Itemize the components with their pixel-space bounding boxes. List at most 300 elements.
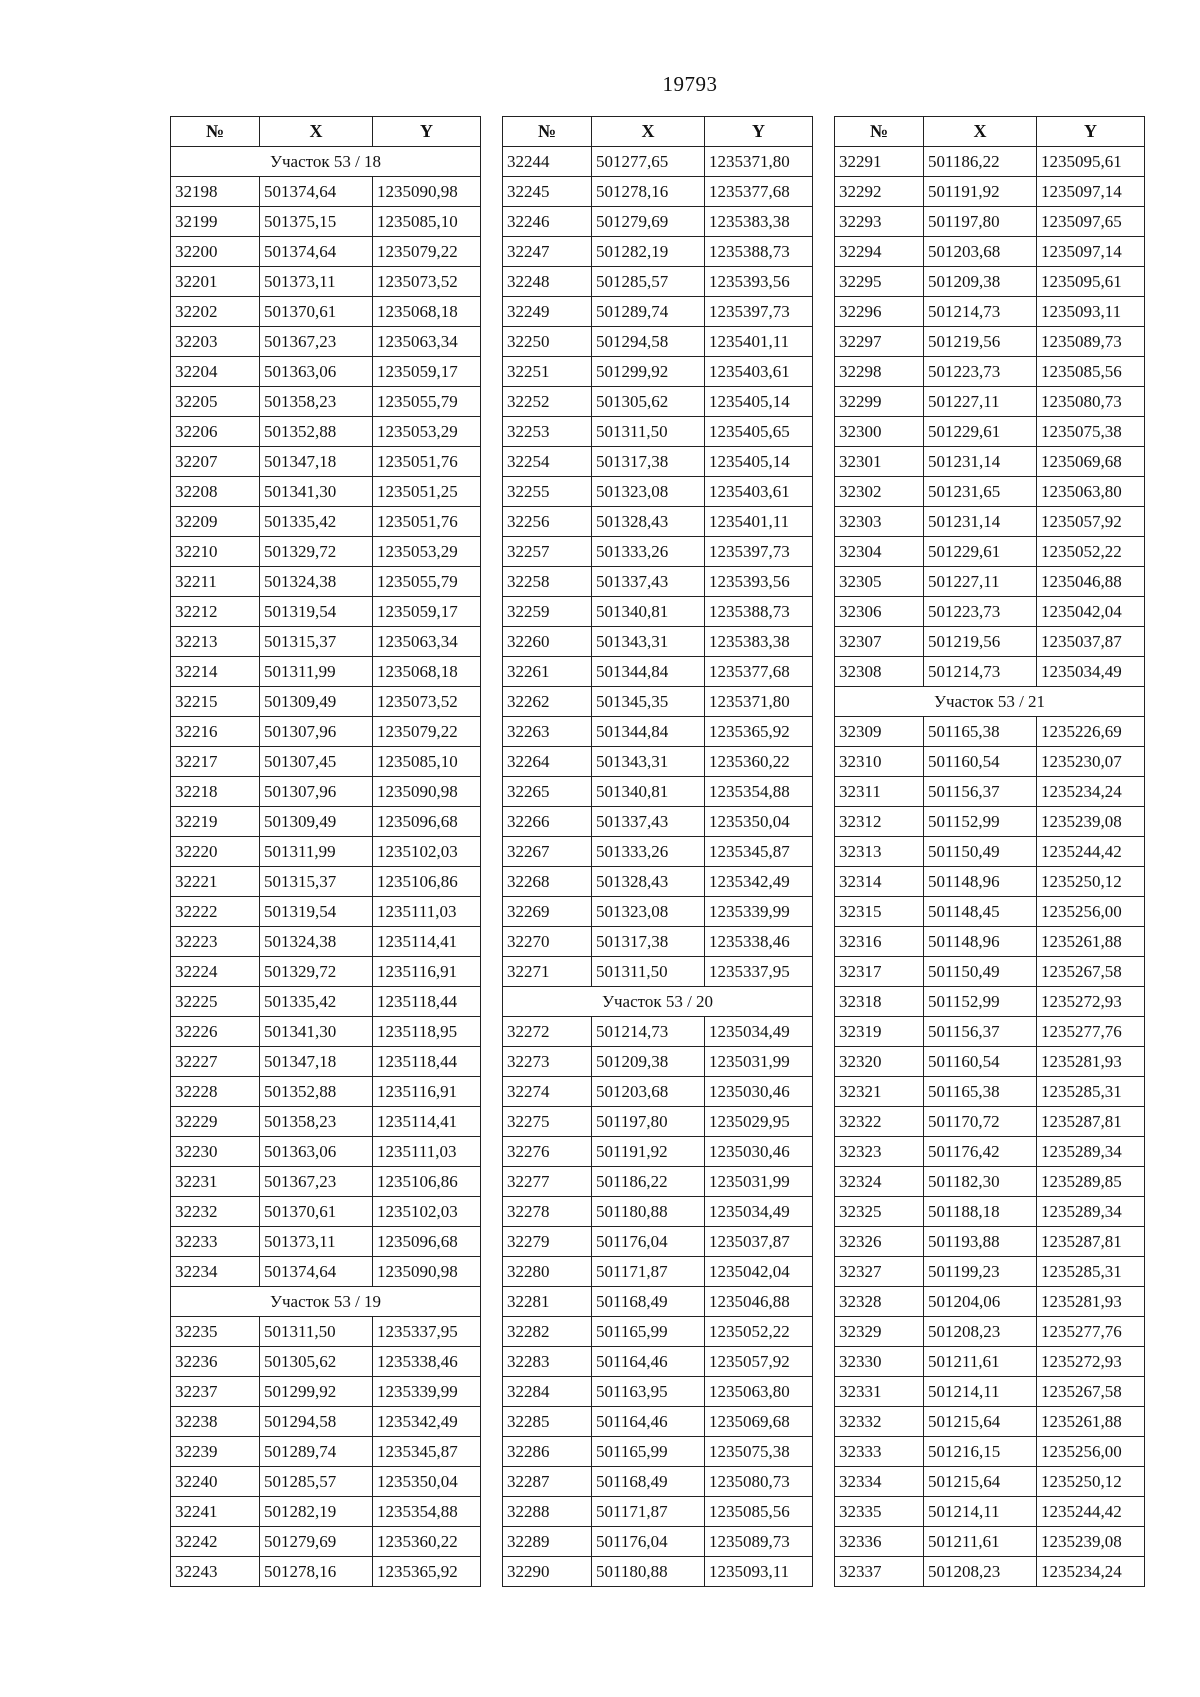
table-row [835, 147, 1145, 177]
x-coordinate-cell: 501345,35 [592, 687, 705, 717]
point-number-cell: 32287 [503, 1467, 592, 1497]
table-row [503, 447, 813, 477]
x-coordinate-cell: 501231,14 [924, 507, 1037, 537]
point-number-cell: 32234 [171, 1257, 260, 1287]
y-coordinate-cell: 1235342,49 [705, 867, 813, 897]
x-coordinate-cell: 501199,23 [924, 1257, 1037, 1287]
x-coordinate-cell: 501375,15 [260, 207, 373, 237]
y-coordinate-cell: 1235287,81 [1037, 1227, 1145, 1257]
table-row [835, 597, 1145, 627]
y-coordinate-cell: 1235114,41 [373, 1107, 481, 1137]
point-number-cell: 32270 [503, 927, 592, 957]
y-coordinate-cell: 1235118,95 [373, 1017, 481, 1047]
point-number-cell: 32222 [171, 897, 260, 927]
table-row [503, 387, 813, 417]
y-coordinate-cell: 1235068,18 [373, 297, 481, 327]
y-coordinate-cell: 1235085,10 [373, 207, 481, 237]
point-number-cell: 32288 [503, 1497, 592, 1527]
table-row [171, 1227, 481, 1257]
point-number-cell: 32246 [503, 207, 592, 237]
point-number-cell: 32314 [835, 867, 924, 897]
table-row [171, 447, 481, 477]
y-coordinate-cell: 1235256,00 [1037, 897, 1145, 927]
table-row [503, 1497, 813, 1527]
point-number-cell: 32247 [503, 237, 592, 267]
x-coordinate-cell: 501279,69 [260, 1527, 373, 1557]
point-number-cell: 32255 [503, 477, 592, 507]
point-number-cell: 32210 [171, 537, 260, 567]
table-row [503, 1167, 813, 1197]
point-number-cell: 32329 [835, 1317, 924, 1347]
point-number-cell: 32228 [171, 1077, 260, 1107]
point-number-cell: 32284 [503, 1377, 592, 1407]
y-coordinate-cell: 1235118,44 [373, 987, 481, 1017]
y-coordinate-cell: 1235397,73 [705, 537, 813, 567]
table-row [835, 927, 1145, 957]
point-number-cell: 32276 [503, 1137, 592, 1167]
x-coordinate-cell: 501311,50 [260, 1317, 373, 1347]
table-row [835, 1167, 1145, 1197]
x-coordinate-cell: 501370,61 [260, 297, 373, 327]
point-number-cell: 32216 [171, 717, 260, 747]
y-coordinate-cell: 1235285,31 [1037, 1257, 1145, 1287]
point-number-cell: 32289 [503, 1527, 592, 1557]
table-row [171, 267, 481, 297]
table-row [171, 357, 481, 387]
point-number-cell: 32241 [171, 1497, 260, 1527]
x-coordinate-cell: 501328,43 [592, 867, 705, 897]
x-coordinate-cell: 501219,56 [924, 627, 1037, 657]
y-coordinate-cell: 1235239,08 [1037, 807, 1145, 837]
point-number-cell: 32283 [503, 1347, 592, 1377]
x-coordinate-cell: 501215,64 [924, 1407, 1037, 1437]
x-coordinate-cell: 501150,49 [924, 957, 1037, 987]
table-row [835, 1497, 1145, 1527]
point-number-cell: 32202 [171, 297, 260, 327]
table-row [835, 387, 1145, 417]
point-number-cell: 32274 [503, 1077, 592, 1107]
x-coordinate-cell: 501329,72 [260, 957, 373, 987]
table-row [835, 1197, 1145, 1227]
table-row [171, 1527, 481, 1557]
y-coordinate-cell: 1235034,49 [705, 1197, 813, 1227]
table-row [503, 507, 813, 537]
y-coordinate-cell: 1235281,93 [1037, 1047, 1145, 1077]
x-coordinate-cell: 501171,87 [592, 1257, 705, 1287]
y-coordinate-cell: 1235261,88 [1037, 927, 1145, 957]
x-coordinate-cell: 501323,08 [592, 477, 705, 507]
header-x: X [260, 117, 373, 147]
x-coordinate-cell: 501328,43 [592, 507, 705, 537]
point-number-cell: 32273 [503, 1047, 592, 1077]
y-coordinate-cell: 1235069,68 [1037, 447, 1145, 477]
x-coordinate-cell: 501307,96 [260, 777, 373, 807]
y-coordinate-cell: 1235090,98 [373, 1257, 481, 1287]
table-row [171, 927, 481, 957]
x-coordinate-cell: 501294,58 [260, 1407, 373, 1437]
table-row [835, 1257, 1145, 1287]
y-coordinate-cell: 1235116,91 [373, 1077, 481, 1107]
point-number-cell: 32285 [503, 1407, 592, 1437]
point-number-cell: 32263 [503, 717, 592, 747]
coordinates-table-3 [834, 116, 1145, 1587]
point-number-cell: 32245 [503, 177, 592, 207]
y-coordinate-cell: 1235030,46 [705, 1077, 813, 1107]
y-coordinate-cell: 1235118,44 [373, 1047, 481, 1077]
y-coordinate-cell: 1235052,22 [705, 1317, 813, 1347]
table-row [171, 627, 481, 657]
x-coordinate-cell: 501203,68 [592, 1077, 705, 1107]
x-coordinate-cell: 501191,92 [592, 1137, 705, 1167]
x-coordinate-cell: 501340,81 [592, 777, 705, 807]
y-coordinate-cell: 1235377,68 [705, 657, 813, 687]
y-coordinate-cell: 1235079,22 [373, 237, 481, 267]
point-number-cell: 32278 [503, 1197, 592, 1227]
x-coordinate-cell: 501216,15 [924, 1437, 1037, 1467]
table-row [171, 1257, 481, 1287]
point-number-cell: 32334 [835, 1467, 924, 1497]
x-coordinate-cell: 501191,92 [924, 177, 1037, 207]
table-row [171, 297, 481, 327]
point-number-cell: 32265 [503, 777, 592, 807]
table-row [503, 237, 813, 267]
y-coordinate-cell: 1235073,52 [373, 267, 481, 297]
y-coordinate-cell: 1235272,93 [1037, 1347, 1145, 1377]
x-coordinate-cell: 501229,61 [924, 417, 1037, 447]
y-coordinate-cell: 1235029,95 [705, 1107, 813, 1137]
table-row [503, 567, 813, 597]
coordinates-table-2 [502, 116, 813, 1587]
x-coordinate-cell: 501156,37 [924, 777, 1037, 807]
point-number-cell: 32296 [835, 297, 924, 327]
x-coordinate-cell: 501203,68 [924, 237, 1037, 267]
point-number-cell: 32198 [171, 177, 260, 207]
point-number-cell: 32226 [171, 1017, 260, 1047]
y-coordinate-cell: 1235277,76 [1037, 1317, 1145, 1347]
x-coordinate-cell: 501319,54 [260, 597, 373, 627]
y-coordinate-cell: 1235371,80 [705, 147, 813, 177]
y-coordinate-cell: 1235080,73 [705, 1467, 813, 1497]
x-coordinate-cell: 501363,06 [260, 357, 373, 387]
x-coordinate-cell: 501148,96 [924, 867, 1037, 897]
header-y: Y [373, 117, 481, 147]
x-coordinate-cell: 501231,14 [924, 447, 1037, 477]
y-coordinate-cell: 1235075,38 [705, 1437, 813, 1467]
table-row [503, 1527, 813, 1557]
table-row [835, 1407, 1145, 1437]
point-number-cell: 32207 [171, 447, 260, 477]
point-number-cell: 32332 [835, 1407, 924, 1437]
x-coordinate-cell: 501176,42 [924, 1137, 1037, 1167]
x-coordinate-cell: 501148,96 [924, 927, 1037, 957]
point-number-cell: 32277 [503, 1167, 592, 1197]
section-row [171, 147, 481, 177]
x-coordinate-cell: 501211,61 [924, 1527, 1037, 1557]
point-number-cell: 32211 [171, 567, 260, 597]
x-coordinate-cell: 501282,19 [260, 1497, 373, 1527]
table-row [835, 1377, 1145, 1407]
point-number-cell: 32244 [503, 147, 592, 177]
point-number-cell: 32251 [503, 357, 592, 387]
x-coordinate-cell: 501186,22 [924, 147, 1037, 177]
x-coordinate-cell: 501311,50 [592, 957, 705, 987]
table-row [835, 417, 1145, 447]
x-coordinate-cell: 501171,87 [592, 1497, 705, 1527]
table-row [503, 147, 813, 177]
y-coordinate-cell: 1235405,14 [705, 387, 813, 417]
x-coordinate-cell: 501352,88 [260, 417, 373, 447]
point-number-cell: 32218 [171, 777, 260, 807]
header-number: № [835, 117, 924, 147]
x-coordinate-cell: 501156,37 [924, 1017, 1037, 1047]
point-number-cell: 32236 [171, 1347, 260, 1377]
table-row [503, 417, 813, 447]
table-row [171, 1047, 481, 1077]
table-row [835, 477, 1145, 507]
y-coordinate-cell: 1235063,80 [705, 1377, 813, 1407]
y-coordinate-cell: 1235034,49 [705, 1017, 813, 1047]
y-coordinate-cell: 1235090,98 [373, 777, 481, 807]
x-coordinate-cell: 501165,38 [924, 1077, 1037, 1107]
y-coordinate-cell: 1235289,34 [1037, 1137, 1145, 1167]
y-coordinate-cell: 1235057,92 [705, 1347, 813, 1377]
table-row [503, 1377, 813, 1407]
y-coordinate-cell: 1235106,86 [373, 1167, 481, 1197]
y-coordinate-cell: 1235405,14 [705, 447, 813, 477]
point-number-cell: 32258 [503, 567, 592, 597]
table-row [835, 747, 1145, 777]
table-row [503, 687, 813, 717]
table-row [503, 1017, 813, 1047]
y-coordinate-cell: 1235388,73 [705, 237, 813, 267]
y-coordinate-cell: 1235030,46 [705, 1137, 813, 1167]
table-row [835, 1527, 1145, 1557]
y-coordinate-cell: 1235339,99 [705, 897, 813, 927]
point-number-cell: 32313 [835, 837, 924, 867]
table-row [835, 357, 1145, 387]
point-number-cell: 32272 [503, 1017, 592, 1047]
y-coordinate-cell: 1235089,73 [1037, 327, 1145, 357]
point-number-cell: 32321 [835, 1077, 924, 1107]
point-number-cell: 32318 [835, 987, 924, 1017]
table-row [503, 1437, 813, 1467]
y-coordinate-cell: 1235272,93 [1037, 987, 1145, 1017]
y-coordinate-cell: 1235365,92 [705, 717, 813, 747]
header-y: Y [1037, 117, 1145, 147]
table-row [503, 1347, 813, 1377]
x-coordinate-cell: 501347,18 [260, 447, 373, 477]
table-row [503, 1047, 813, 1077]
point-number-cell: 32292 [835, 177, 924, 207]
x-coordinate-cell: 501289,74 [260, 1437, 373, 1467]
table-row [171, 177, 481, 207]
table-row [503, 477, 813, 507]
table-row [835, 537, 1145, 567]
point-number-cell: 32262 [503, 687, 592, 717]
table-row [503, 1407, 813, 1437]
x-coordinate-cell: 501214,73 [924, 297, 1037, 327]
table-row [171, 1467, 481, 1497]
y-coordinate-cell: 1235068,18 [373, 657, 481, 687]
point-number-cell: 32230 [171, 1137, 260, 1167]
table-row [503, 327, 813, 357]
y-coordinate-cell: 1235239,08 [1037, 1527, 1145, 1557]
x-coordinate-cell: 501209,38 [924, 267, 1037, 297]
table-row [835, 267, 1145, 297]
table-row [503, 1197, 813, 1227]
point-number-cell: 32240 [171, 1467, 260, 1497]
point-number-cell: 32219 [171, 807, 260, 837]
table-row [503, 1107, 813, 1137]
table-row [171, 957, 481, 987]
y-coordinate-cell: 1235102,03 [373, 1197, 481, 1227]
y-coordinate-cell: 1235226,69 [1037, 717, 1145, 747]
y-coordinate-cell: 1235388,73 [705, 597, 813, 627]
point-number-cell: 32213 [171, 627, 260, 657]
point-number-cell: 32232 [171, 1197, 260, 1227]
table-row [171, 1167, 481, 1197]
point-number-cell: 32309 [835, 717, 924, 747]
x-coordinate-cell: 501180,88 [592, 1557, 705, 1587]
x-coordinate-cell: 501341,30 [260, 477, 373, 507]
y-coordinate-cell: 1235383,38 [705, 207, 813, 237]
y-coordinate-cell: 1235289,34 [1037, 1197, 1145, 1227]
x-coordinate-cell: 501373,11 [260, 1227, 373, 1257]
point-number-cell: 32305 [835, 567, 924, 597]
x-coordinate-cell: 501305,62 [260, 1347, 373, 1377]
table-row [171, 657, 481, 687]
point-number-cell: 32249 [503, 297, 592, 327]
table-row [503, 717, 813, 747]
y-coordinate-cell: 1235097,14 [1037, 177, 1145, 207]
y-coordinate-cell: 1235354,88 [705, 777, 813, 807]
table-row [503, 1077, 813, 1107]
table-row [835, 627, 1145, 657]
table-row [171, 1107, 481, 1137]
x-coordinate-cell: 501311,50 [592, 417, 705, 447]
y-coordinate-cell: 1235046,88 [705, 1287, 813, 1317]
table-row [835, 1287, 1145, 1317]
x-coordinate-cell: 501343,31 [592, 747, 705, 777]
x-coordinate-cell: 501333,26 [592, 837, 705, 867]
table-row [171, 1137, 481, 1167]
point-number-cell: 32215 [171, 687, 260, 717]
table-row [835, 1467, 1145, 1497]
header-y: Y [705, 117, 813, 147]
point-number-cell: 32280 [503, 1257, 592, 1287]
point-number-cell: 32303 [835, 507, 924, 537]
x-coordinate-cell: 501299,92 [592, 357, 705, 387]
y-coordinate-cell: 1235031,99 [705, 1167, 813, 1197]
y-coordinate-cell: 1235267,58 [1037, 957, 1145, 987]
y-coordinate-cell: 1235354,88 [373, 1497, 481, 1527]
point-number-cell: 32227 [171, 1047, 260, 1077]
point-number-cell: 32311 [835, 777, 924, 807]
table-row [835, 837, 1145, 867]
y-coordinate-cell: 1235393,56 [705, 267, 813, 297]
y-coordinate-cell: 1235230,07 [1037, 747, 1145, 777]
x-coordinate-cell: 501374,64 [260, 177, 373, 207]
header-number: № [171, 117, 260, 147]
y-coordinate-cell: 1235055,79 [373, 387, 481, 417]
point-number-cell: 32300 [835, 417, 924, 447]
table-row [171, 837, 481, 867]
x-coordinate-cell: 501214,11 [924, 1497, 1037, 1527]
y-coordinate-cell: 1235096,68 [373, 1227, 481, 1257]
point-number-cell: 32248 [503, 267, 592, 297]
point-number-cell: 32307 [835, 627, 924, 657]
point-number-cell: 32299 [835, 387, 924, 417]
point-number-cell: 32290 [503, 1557, 592, 1587]
point-number-cell: 32337 [835, 1557, 924, 1587]
x-coordinate-cell: 501329,72 [260, 537, 373, 567]
point-number-cell: 32275 [503, 1107, 592, 1137]
point-number-cell: 32281 [503, 1287, 592, 1317]
point-number-cell: 32297 [835, 327, 924, 357]
x-coordinate-cell: 501285,57 [260, 1467, 373, 1497]
point-number-cell: 32331 [835, 1377, 924, 1407]
y-coordinate-cell: 1235051,76 [373, 447, 481, 477]
point-number-cell: 32253 [503, 417, 592, 447]
point-number-cell: 32261 [503, 657, 592, 687]
point-number-cell: 32304 [835, 537, 924, 567]
y-coordinate-cell: 1235401,11 [705, 327, 813, 357]
x-coordinate-cell: 501197,80 [592, 1107, 705, 1137]
y-coordinate-cell: 1235350,04 [373, 1467, 481, 1497]
section-row [503, 987, 813, 1017]
table-row [171, 537, 481, 567]
y-coordinate-cell: 1235057,92 [1037, 507, 1145, 537]
x-coordinate-cell: 501367,23 [260, 1167, 373, 1197]
table-row [503, 1257, 813, 1287]
y-coordinate-cell: 1235393,56 [705, 567, 813, 597]
y-coordinate-cell: 1235360,22 [373, 1527, 481, 1557]
table-row [835, 897, 1145, 927]
table-row [835, 207, 1145, 237]
x-coordinate-cell: 501182,30 [924, 1167, 1037, 1197]
point-number-cell: 32231 [171, 1167, 260, 1197]
x-coordinate-cell: 501163,95 [592, 1377, 705, 1407]
point-number-cell: 32323 [835, 1137, 924, 1167]
x-coordinate-cell: 501214,11 [924, 1377, 1037, 1407]
table-row [503, 837, 813, 867]
x-coordinate-cell: 501352,88 [260, 1077, 373, 1107]
table-row [171, 327, 481, 357]
point-number-cell: 32239 [171, 1437, 260, 1467]
x-coordinate-cell: 501208,23 [924, 1317, 1037, 1347]
x-coordinate-cell: 501229,61 [924, 537, 1037, 567]
section-title: Участок 53 / 20 [503, 987, 813, 1017]
point-number-cell: 32316 [835, 927, 924, 957]
point-number-cell: 32336 [835, 1527, 924, 1557]
x-coordinate-cell: 501152,99 [924, 987, 1037, 1017]
x-coordinate-cell: 501341,30 [260, 1017, 373, 1047]
table-row [171, 597, 481, 627]
x-coordinate-cell: 501208,23 [924, 1557, 1037, 1587]
point-number-cell: 32257 [503, 537, 592, 567]
x-coordinate-cell: 501307,45 [260, 747, 373, 777]
table-row [503, 207, 813, 237]
table-row [503, 1287, 813, 1317]
x-coordinate-cell: 501315,37 [260, 627, 373, 657]
point-number-cell: 32317 [835, 957, 924, 987]
y-coordinate-cell: 1235052,22 [1037, 537, 1145, 567]
y-coordinate-cell: 1235403,61 [705, 477, 813, 507]
table-row [503, 1467, 813, 1497]
table-row [171, 687, 481, 717]
table-row [835, 717, 1145, 747]
table-row [835, 1227, 1145, 1257]
